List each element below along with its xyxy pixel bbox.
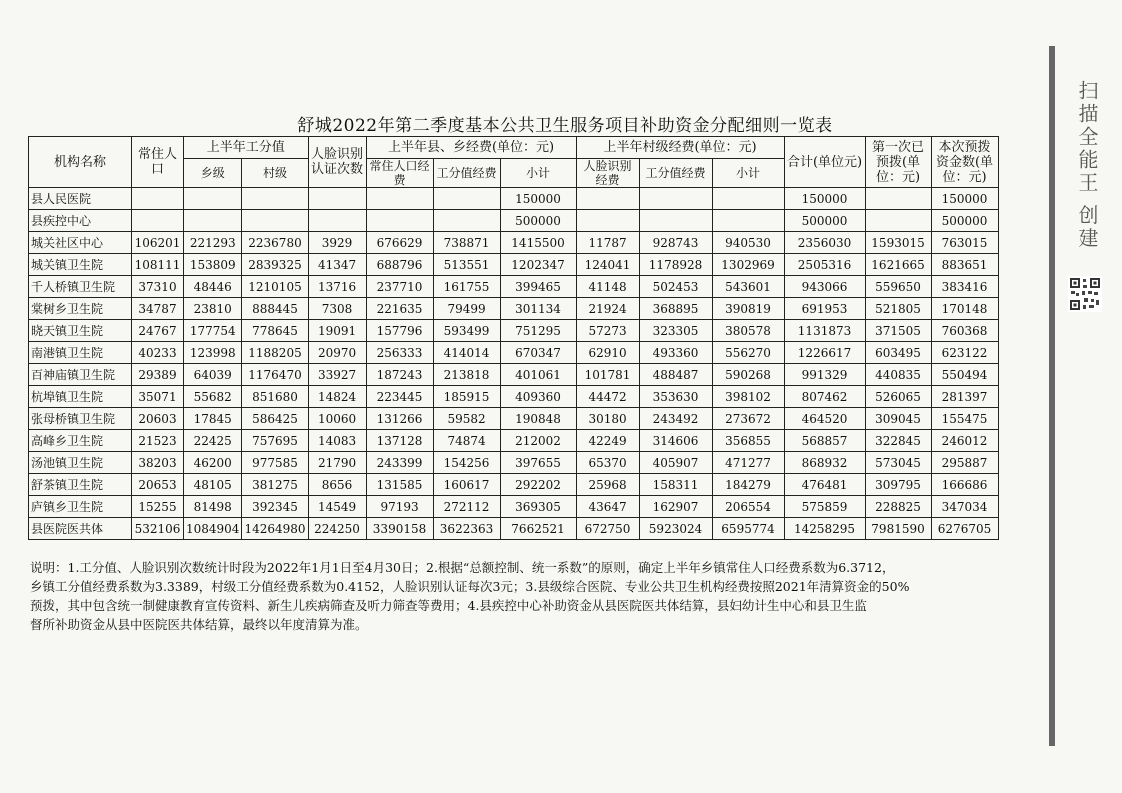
value-cell: 1084904	[184, 518, 242, 540]
table-row	[29, 210, 999, 232]
value-cell: 21790	[308, 452, 366, 474]
value-cell: 500000	[784, 210, 865, 232]
note-line: 乡镇工分值经费系数为3.3389，村级工分值经费系数为0.4152，人脸识别认证每次3元；3.县级综合医院、专业公共卫生机构经费按照2021年清算资金的50%	[30, 579, 910, 594]
header-pop-fund: 常住人口经费	[366, 159, 433, 188]
value-cell: 273672	[712, 408, 784, 430]
table-row	[29, 518, 999, 540]
value-cell: 513551	[433, 254, 500, 276]
value-cell: 603495	[865, 342, 931, 364]
value-cell: 3929	[308, 232, 366, 254]
value-cell: 19091	[308, 320, 366, 342]
value-cell: 3390158	[366, 518, 433, 540]
value-cell: 97193	[366, 496, 433, 518]
table-row	[29, 408, 999, 430]
value-cell: 405907	[639, 452, 712, 474]
value-cell: 851680	[242, 386, 308, 408]
value-cell: 1131873	[784, 320, 865, 342]
value-cell: 573045	[865, 452, 931, 474]
table-row	[29, 298, 999, 320]
value-cell: 161755	[433, 276, 500, 298]
value-cell: 543601	[712, 276, 784, 298]
value-cell: 131585	[366, 474, 433, 496]
header-face-fund: 人脸识别经费	[576, 159, 639, 188]
value-cell: 398102	[712, 386, 784, 408]
value-cell: 399465	[500, 276, 576, 298]
value-cell: 33927	[308, 364, 366, 386]
value-cell: 807462	[784, 386, 865, 408]
value-cell: 526065	[865, 386, 931, 408]
value-cell	[865, 210, 931, 232]
value-cell: 57273	[576, 320, 639, 342]
value-cell: 21924	[576, 298, 639, 320]
value-cell: 150000	[784, 188, 865, 210]
table-row	[29, 342, 999, 364]
value-cell: 7981590	[865, 518, 931, 540]
value-cell: 1415500	[500, 232, 576, 254]
value-cell: 763015	[931, 232, 998, 254]
value-cell	[865, 188, 931, 210]
value-cell: 157796	[366, 320, 433, 342]
value-cell: 575859	[784, 496, 865, 518]
table-row	[29, 320, 999, 342]
value-cell: 20603	[132, 408, 184, 430]
value-cell: 43647	[576, 496, 639, 518]
value-cell: 38203	[132, 452, 184, 474]
value-cell: 521805	[865, 298, 931, 320]
value-cell: 213818	[433, 364, 500, 386]
table-row	[29, 364, 999, 386]
value-cell: 353630	[639, 386, 712, 408]
institution-name-cell: 城关镇卫生院	[29, 254, 132, 276]
value-cell: 500000	[500, 210, 576, 232]
value-cell: 11787	[576, 232, 639, 254]
value-cell: 166686	[931, 474, 998, 496]
value-cell: 493360	[639, 342, 712, 364]
value-cell	[712, 210, 784, 232]
value-cell: 383416	[931, 276, 998, 298]
value-cell: 314606	[639, 430, 712, 452]
value-cell: 1178928	[639, 254, 712, 276]
header-village-fund: 上半年村级经费(单位：元)	[576, 137, 784, 159]
value-cell: 108111	[132, 254, 184, 276]
value-cell: 221635	[366, 298, 433, 320]
value-cell: 14258295	[784, 518, 865, 540]
value-cell: 7308	[308, 298, 366, 320]
value-cell: 401061	[500, 364, 576, 386]
institution-name-cell: 晓天镇卫生院	[29, 320, 132, 342]
value-cell: 301134	[500, 298, 576, 320]
header-name: 机构名称	[29, 137, 132, 188]
value-cell: 991329	[784, 364, 865, 386]
value-cell: 123998	[184, 342, 242, 364]
value-cell: 46200	[184, 452, 242, 474]
value-cell: 292202	[500, 474, 576, 496]
value-cell: 74874	[433, 430, 500, 452]
value-cell: 185915	[433, 386, 500, 408]
value-cell: 48446	[184, 276, 242, 298]
value-cell: 670347	[500, 342, 576, 364]
value-cell: 2236780	[242, 232, 308, 254]
value-cell: 15255	[132, 496, 184, 518]
institution-name-cell: 百神庙镇卫生院	[29, 364, 132, 386]
institution-name-cell: 城关社区中心	[29, 232, 132, 254]
value-cell: 883651	[931, 254, 998, 276]
value-cell: 20970	[308, 342, 366, 364]
header-work-first-half: 上半年工分值	[184, 137, 309, 159]
value-cell: 228825	[865, 496, 931, 518]
table-row	[29, 386, 999, 408]
value-cell: 243492	[639, 408, 712, 430]
value-cell: 559650	[865, 276, 931, 298]
value-cell: 550494	[931, 364, 998, 386]
value-cell: 476481	[784, 474, 865, 496]
value-cell: 48105	[184, 474, 242, 496]
value-cell	[308, 188, 366, 210]
institution-name-cell: 县医院医共体	[29, 518, 132, 540]
value-cell: 160617	[433, 474, 500, 496]
value-cell: 369305	[500, 496, 576, 518]
value-cell: 150000	[931, 188, 998, 210]
value-cell	[639, 188, 712, 210]
value-cell: 35071	[132, 386, 184, 408]
header-village: 村级	[242, 159, 308, 188]
value-cell: 25968	[576, 474, 639, 496]
note-line: 预拨，其中包含统一制健康教育宣传资料、新生儿疾病筛查及听力筛查等费用；4.县疾控中心补助资金从县医院医共体结算，县妇幼计生中心和县卫生监	[30, 598, 867, 613]
value-cell: 380578	[712, 320, 784, 342]
value-cell: 778645	[242, 320, 308, 342]
value-cell: 1176470	[242, 364, 308, 386]
value-cell: 150000	[500, 188, 576, 210]
value-cell: 688796	[366, 254, 433, 276]
value-cell: 221293	[184, 232, 242, 254]
value-cell: 23810	[184, 298, 242, 320]
value-cell	[184, 210, 242, 232]
value-cell: 586425	[242, 408, 308, 430]
value-cell: 440835	[865, 364, 931, 386]
institution-name-cell: 庐镇乡卫生院	[29, 496, 132, 518]
header-township: 乡级	[184, 159, 242, 188]
value-cell: 37310	[132, 276, 184, 298]
value-cell: 42249	[576, 430, 639, 452]
value-cell: 162907	[639, 496, 712, 518]
value-cell: 41148	[576, 276, 639, 298]
table-row	[29, 430, 999, 452]
value-cell: 6276705	[931, 518, 998, 540]
header-work-fund-village: 工分值经费	[639, 159, 712, 188]
notes	[30, 558, 1030, 634]
value-cell: 1210105	[242, 276, 308, 298]
value-cell: 272112	[433, 496, 500, 518]
value-cell: 356855	[712, 430, 784, 452]
table-row	[29, 188, 999, 210]
value-cell: 868932	[784, 452, 865, 474]
value-cell: 309045	[865, 408, 931, 430]
value-cell: 590268	[712, 364, 784, 386]
value-cell: 1593015	[865, 232, 931, 254]
value-cell	[184, 188, 242, 210]
value-cell: 368895	[639, 298, 712, 320]
value-cell: 397655	[500, 452, 576, 474]
value-cell: 14083	[308, 430, 366, 452]
value-cell: 64039	[184, 364, 242, 386]
value-cell: 206554	[712, 496, 784, 518]
header-face-count: 人脸识别认证次数	[308, 137, 366, 188]
fund-table	[28, 136, 999, 540]
value-cell	[132, 210, 184, 232]
table-row	[29, 254, 999, 276]
value-cell	[639, 210, 712, 232]
value-cell: 672750	[576, 518, 639, 540]
value-cell: 158311	[639, 474, 712, 496]
value-cell: 940530	[712, 232, 784, 254]
value-cell: 414014	[433, 342, 500, 364]
institution-name-cell: 高峰乡卫生院	[29, 430, 132, 452]
value-cell: 44472	[576, 386, 639, 408]
value-cell: 246012	[931, 430, 998, 452]
value-cell: 14549	[308, 496, 366, 518]
value-cell: 153809	[184, 254, 242, 276]
table-row	[29, 474, 999, 496]
qr-code-icon	[1068, 276, 1102, 312]
value-cell: 1226617	[784, 342, 865, 364]
value-cell: 154256	[433, 452, 500, 474]
value-cell: 137128	[366, 430, 433, 452]
value-cell: 223445	[366, 386, 433, 408]
value-cell: 760368	[931, 320, 998, 342]
value-cell: 34787	[132, 298, 184, 320]
value-cell: 6595774	[712, 518, 784, 540]
value-cell: 323305	[639, 320, 712, 342]
value-cell	[308, 210, 366, 232]
value-cell: 2356030	[784, 232, 865, 254]
value-cell: 13716	[308, 276, 366, 298]
value-cell: 738871	[433, 232, 500, 254]
institution-name-cell: 南港镇卫生院	[29, 342, 132, 364]
value-cell: 20653	[132, 474, 184, 496]
institution-name-cell: 千人桥镇卫生院	[29, 276, 132, 298]
value-cell: 212002	[500, 430, 576, 452]
value-cell: 757695	[242, 430, 308, 452]
value-cell: 676629	[366, 232, 433, 254]
value-cell: 556270	[712, 342, 784, 364]
institution-name-cell: 棠树乡卫生院	[29, 298, 132, 320]
table-row	[29, 276, 999, 298]
table-row	[29, 232, 999, 254]
value-cell: 237710	[366, 276, 433, 298]
value-cell: 464520	[784, 408, 865, 430]
value-cell: 22425	[184, 430, 242, 452]
value-cell: 392345	[242, 496, 308, 518]
header-this-prepaid: 本次预拨资金数(单位：元)	[931, 137, 998, 188]
note-line: 说明：1.工分值、人脸识别次数统计时段为2022年1月1日至4月30日；2.根据“总额控制、统一系数”的原则，确定上半年乡镇常住人口经费系数为6.3712，	[30, 560, 895, 575]
institution-name-cell: 杭埠镇卫生院	[29, 386, 132, 408]
value-cell: 59582	[433, 408, 500, 430]
value-cell: 131266	[366, 408, 433, 430]
value-cell	[576, 210, 639, 232]
value-cell: 2839325	[242, 254, 308, 276]
value-cell: 5923024	[639, 518, 712, 540]
value-cell: 1621665	[865, 254, 931, 276]
table-row	[29, 496, 999, 518]
value-cell: 502453	[639, 276, 712, 298]
header-population: 常住人口	[132, 137, 184, 188]
value-cell: 24767	[132, 320, 184, 342]
value-cell: 2505316	[784, 254, 865, 276]
value-cell: 371505	[865, 320, 931, 342]
institution-name-cell: 县人民医院	[29, 188, 132, 210]
value-cell: 532106	[132, 518, 184, 540]
value-cell: 691953	[784, 298, 865, 320]
value-cell: 177754	[184, 320, 242, 342]
header-county-township-fund: 上半年县、乡经费(单位：元)	[366, 137, 576, 159]
header-subtotal-village: 小计	[712, 159, 784, 188]
scan-edge-bar	[1049, 46, 1055, 746]
value-cell: 500000	[931, 210, 998, 232]
value-cell	[366, 188, 433, 210]
value-cell: 14824	[308, 386, 366, 408]
value-cell: 7662521	[500, 518, 576, 540]
value-cell	[433, 210, 500, 232]
value-cell: 977585	[242, 452, 308, 474]
value-cell: 124041	[576, 254, 639, 276]
value-cell: 184279	[712, 474, 784, 496]
value-cell: 224250	[308, 518, 366, 540]
value-cell	[433, 188, 500, 210]
value-cell: 40233	[132, 342, 184, 364]
value-cell: 295887	[931, 452, 998, 474]
value-cell: 593499	[433, 320, 500, 342]
value-cell: 10060	[308, 408, 366, 430]
header-first-prepaid: 第一次已预拨(单位：元)	[865, 137, 931, 188]
header-subtotal: 小计	[500, 159, 576, 188]
value-cell: 65370	[576, 452, 639, 474]
value-cell: 281397	[931, 386, 998, 408]
value-cell	[366, 210, 433, 232]
value-cell: 17845	[184, 408, 242, 430]
value-cell: 322845	[865, 430, 931, 452]
value-cell: 106201	[132, 232, 184, 254]
value-cell: 81498	[184, 496, 242, 518]
value-cell: 928743	[639, 232, 712, 254]
value-cell: 30180	[576, 408, 639, 430]
value-cell: 471277	[712, 452, 784, 474]
note-line: 督所补助资金从县中医院医共体结算，最终以年度清算为准。	[30, 617, 368, 632]
value-cell: 623122	[931, 342, 998, 364]
header-total: 合计(单位元)	[784, 137, 865, 188]
value-cell: 488487	[639, 364, 712, 386]
value-cell: 8656	[308, 474, 366, 496]
value-cell: 409360	[500, 386, 576, 408]
value-cell: 347034	[931, 496, 998, 518]
page-title: 舒城2022年第二季度基本公共卫生服务项目补助资金分配细则一览表	[297, 116, 833, 136]
value-cell: 170148	[931, 298, 998, 320]
value-cell: 190848	[500, 408, 576, 430]
value-cell	[132, 188, 184, 210]
institution-name-cell: 张母桥镇卫生院	[29, 408, 132, 430]
value-cell: 888445	[242, 298, 308, 320]
header-work-fund: 工分值经费	[433, 159, 500, 188]
value-cell: 568857	[784, 430, 865, 452]
header-row-1	[29, 137, 999, 159]
value-cell	[576, 188, 639, 210]
value-cell: 243399	[366, 452, 433, 474]
institution-name-cell: 县疾控中心	[29, 210, 132, 232]
value-cell: 14264980	[242, 518, 308, 540]
value-cell	[242, 188, 308, 210]
value-cell: 62910	[576, 342, 639, 364]
table-body	[29, 188, 999, 540]
value-cell	[712, 188, 784, 210]
value-cell: 55682	[184, 386, 242, 408]
value-cell: 187243	[366, 364, 433, 386]
value-cell: 309795	[865, 474, 931, 496]
value-cell	[242, 210, 308, 232]
value-cell: 1302969	[712, 254, 784, 276]
value-cell: 381275	[242, 474, 308, 496]
value-cell: 751295	[500, 320, 576, 342]
value-cell: 1202347	[500, 254, 576, 276]
scanner-watermark: 扫描全能王 创建	[1075, 80, 1099, 251]
value-cell: 390819	[712, 298, 784, 320]
institution-name-cell: 汤池镇卫生院	[29, 452, 132, 474]
value-cell: 3622363	[433, 518, 500, 540]
value-cell: 256333	[366, 342, 433, 364]
institution-name-cell: 舒茶镇卫生院	[29, 474, 132, 496]
value-cell: 943066	[784, 276, 865, 298]
value-cell: 1188205	[242, 342, 308, 364]
value-cell: 21523	[132, 430, 184, 452]
table-row	[29, 452, 999, 474]
value-cell: 41347	[308, 254, 366, 276]
value-cell: 29389	[132, 364, 184, 386]
value-cell: 79499	[433, 298, 500, 320]
value-cell: 155475	[931, 408, 998, 430]
value-cell: 101781	[576, 364, 639, 386]
